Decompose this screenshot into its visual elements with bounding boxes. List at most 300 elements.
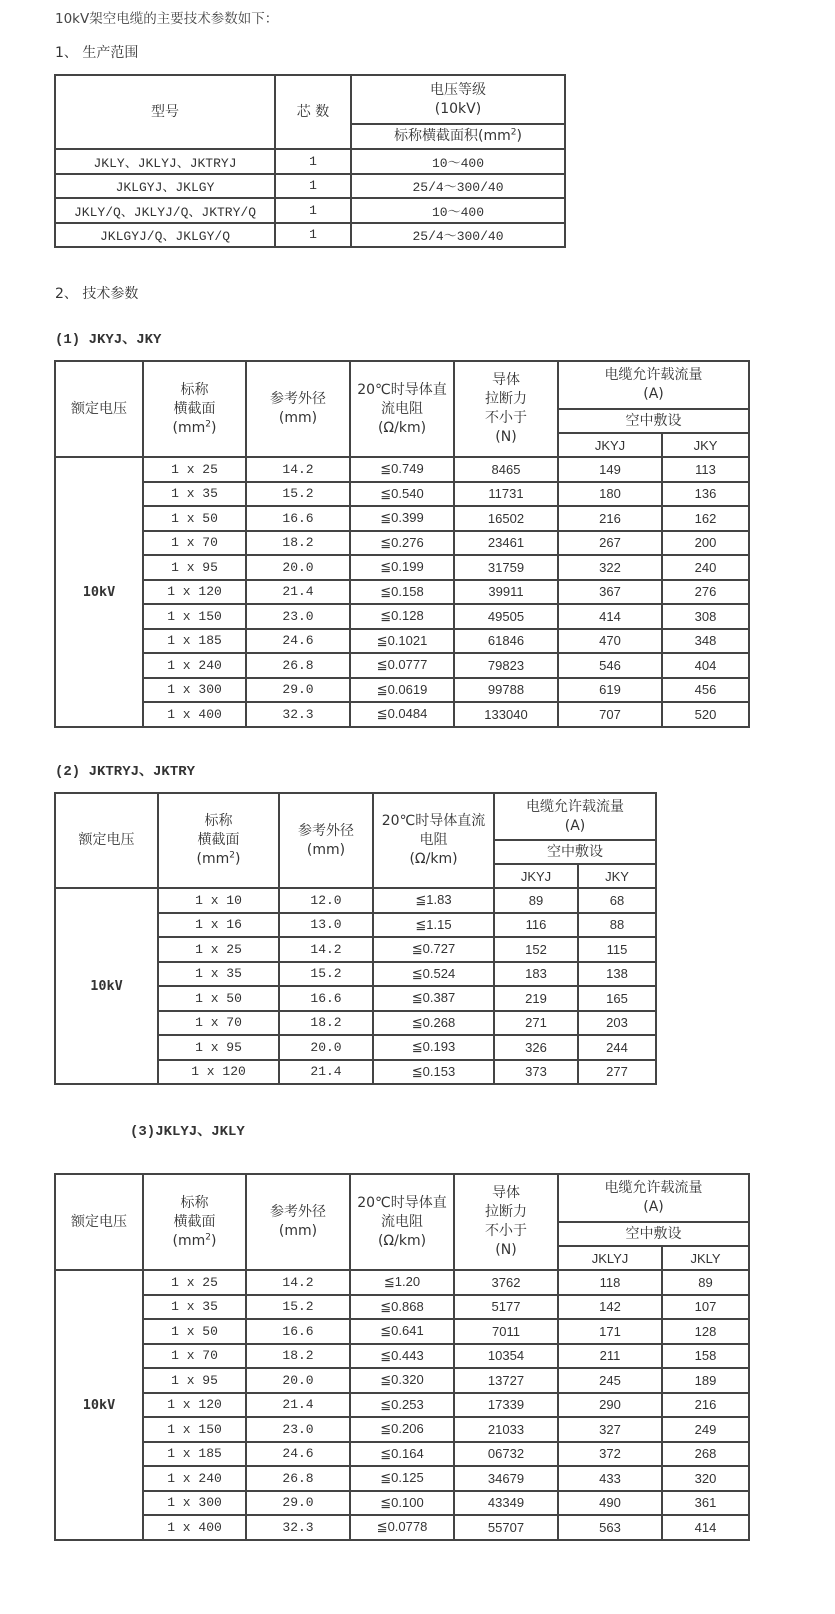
area-cell: 1 x 150	[143, 604, 246, 629]
cores-cell: 1	[275, 174, 351, 199]
rated-voltage-cell: 10kV	[55, 457, 143, 727]
tension-cell: 23461	[454, 531, 558, 556]
table-2-title: (2) JKTRYJ、JKTRY	[55, 764, 196, 780]
table-row	[55, 223, 565, 248]
model-cell: JKLGYJ/Q、JKLGY/Q	[55, 223, 275, 248]
table-row	[55, 149, 565, 174]
ampacity-b-cell: 158	[662, 1344, 749, 1369]
resistance-cell: ≦0.206	[350, 1417, 454, 1442]
header-resistance	[350, 361, 454, 457]
ten-l4: (N)	[495, 1242, 517, 1258]
area-cell: 1 x 70	[143, 1344, 246, 1369]
ampacity-a-cell: 707	[558, 702, 662, 727]
tension-cell: 43349	[454, 1491, 558, 1516]
area-cell: 1 x 25	[143, 1270, 246, 1295]
table-row	[55, 506, 749, 531]
ampacity-b-cell: 162	[662, 506, 749, 531]
header-diameter	[246, 1174, 350, 1270]
header-tension	[454, 1174, 558, 1270]
resistance-cell: ≦0.387	[373, 986, 494, 1011]
header-install: 空中敷设	[558, 1222, 749, 1246]
ampacity-a-cell: 116	[494, 913, 578, 938]
ampacity-b-cell: 414	[662, 1515, 749, 1540]
resistance-cell: ≦1.83	[373, 888, 494, 913]
voltage-grade-label: 电压等级	[430, 81, 486, 98]
resistance-cell: ≦0.268	[373, 1011, 494, 1036]
ten-l3: 不小于	[485, 410, 527, 426]
area-l2: 横截面	[197, 832, 240, 848]
area-cell: 25/4～300/40	[351, 174, 565, 199]
ampacity-a-cell: 183	[494, 962, 578, 987]
table-row	[55, 653, 749, 678]
resistance-cell: ≦0.320	[350, 1368, 454, 1393]
area-cell: 1 x 70	[158, 1011, 279, 1036]
ampacity-b-cell: 165	[578, 986, 656, 1011]
ampacity-b-cell: 244	[578, 1035, 656, 1060]
diameter-cell: 24.6	[246, 629, 350, 654]
ampacity-a-cell: 490	[558, 1491, 662, 1516]
ten-l2: 拉断力	[485, 391, 527, 407]
area-cell: 1 x 95	[143, 1368, 246, 1393]
tension-cell: 39911	[454, 580, 558, 605]
diameter-cell: 21.4	[246, 1393, 350, 1418]
table-row	[55, 1466, 749, 1491]
diameter-cell: 18.2	[246, 1344, 350, 1369]
area-cell: 1 x 50	[158, 986, 279, 1011]
area-cell: 1 x 240	[143, 653, 246, 678]
header-col-b: JKY	[662, 433, 749, 457]
ampacity-a-cell: 290	[558, 1393, 662, 1418]
table-row	[55, 457, 749, 482]
ampacity-b-cell: 138	[578, 962, 656, 987]
ampacity-b-cell: 277	[578, 1060, 656, 1085]
res-l1: 20℃时导体直流	[381, 813, 486, 829]
table-row	[55, 1319, 749, 1344]
area-cell: 1 x 120	[143, 580, 246, 605]
ampacity-b-cell: 240	[662, 555, 749, 580]
resistance-cell: ≦0.199	[350, 555, 454, 580]
table-3-title: (3)JKLYJ、JKLY	[130, 1124, 245, 1140]
diameter-cell: 20.0	[246, 1368, 350, 1393]
area-cell: 1 x 25	[158, 937, 279, 962]
resistance-cell: ≦0.0619	[350, 678, 454, 703]
ampacity-a-cell: 619	[558, 678, 662, 703]
ampacity-a-cell: 367	[558, 580, 662, 605]
ampacity-b-cell: 115	[578, 937, 656, 962]
dia-l2: (mm)	[278, 1223, 318, 1239]
table-1-title: (1) JKYJ、JKY	[55, 332, 162, 348]
ampacity-a-cell: 563	[558, 1515, 662, 1540]
area-cell: 1 x 185	[143, 1442, 246, 1467]
header-area	[158, 793, 279, 888]
area-cell: 1 x 120	[143, 1393, 246, 1418]
ampacity-b-cell: 520	[662, 702, 749, 727]
diameter-cell: 32.3	[246, 1515, 350, 1540]
ten-l2: 拉断力	[485, 1204, 527, 1220]
header-area	[143, 1174, 246, 1270]
header-col-b: JKY	[578, 864, 656, 888]
header-voltage-grade	[351, 75, 565, 124]
diameter-cell: 21.4	[279, 1060, 373, 1085]
area-l3: (mm	[172, 419, 206, 436]
header-diameter	[246, 361, 350, 457]
ampacity-a-cell: 546	[558, 653, 662, 678]
area-l2: 横截面	[173, 1213, 216, 1230]
tech-table-3	[54, 1173, 750, 1541]
ampacity-b-cell: 88	[578, 913, 656, 938]
ampacity-b-cell: 348	[662, 629, 749, 654]
diameter-cell: 26.8	[246, 1466, 350, 1491]
area-cell: 1 x 120	[158, 1060, 279, 1085]
diameter-cell: 15.2	[246, 1295, 350, 1320]
ampacity-b-cell: 107	[662, 1295, 749, 1320]
tension-cell: 17339	[454, 1393, 558, 1418]
header-col-a: JKYJ	[494, 864, 578, 888]
tension-cell: 06732	[454, 1442, 558, 1467]
res-l1: 20℃时导体直	[357, 381, 447, 398]
resistance-cell: ≦0.749	[350, 457, 454, 482]
area-l3: (mm	[196, 851, 230, 867]
header-ampacity	[558, 361, 749, 409]
resistance-cell: ≦0.868	[350, 1295, 454, 1320]
dia-l1: 参考外径	[270, 391, 326, 407]
resistance-cell: ≦0.727	[373, 937, 494, 962]
resistance-cell: ≦0.276	[350, 531, 454, 556]
table-row	[55, 1442, 749, 1467]
tension-cell: 10354	[454, 1344, 558, 1369]
model-cell: JKLY、JKLYJ、JKTRYJ	[55, 149, 275, 174]
header-resistance	[373, 793, 494, 888]
dia-l2: (mm)	[278, 410, 318, 426]
area-l2: 横截面	[173, 400, 216, 417]
header-col-a: JKYJ	[558, 433, 662, 457]
header-tension	[454, 361, 558, 457]
ampacity-a-cell: 267	[558, 531, 662, 556]
table-row	[55, 580, 749, 605]
tension-cell: 31759	[454, 555, 558, 580]
ampacity-a-cell: 327	[558, 1417, 662, 1442]
amp-l2: (A)	[643, 1199, 664, 1215]
table-row	[55, 1393, 749, 1418]
tension-cell: 49505	[454, 604, 558, 629]
ten-l1: 导体	[492, 372, 520, 388]
diameter-cell: 16.6	[246, 1319, 350, 1344]
diameter-cell: 14.2	[246, 1270, 350, 1295]
tech-table-2	[54, 792, 657, 1085]
dia-l1: 参考外径	[270, 1204, 326, 1220]
area-cell: 1 x 25	[143, 457, 246, 482]
res-l2: 电阻	[419, 832, 448, 848]
ten-l3: 不小于	[485, 1223, 527, 1239]
section-1-title: 1、 生产范围	[55, 45, 139, 61]
ampacity-b-cell: 308	[662, 604, 749, 629]
amp-l1: 电缆允许载流量	[526, 798, 624, 815]
area-label: 标称横截面积(mm	[394, 128, 511, 144]
table-row	[55, 482, 749, 507]
header-rated-voltage: 额定电压	[55, 1174, 143, 1270]
area-cell: 10～400	[351, 198, 565, 223]
table-row	[55, 1270, 749, 1295]
diameter-cell: 14.2	[246, 457, 350, 482]
resistance-cell: ≦0.540	[350, 482, 454, 507]
ampacity-b-cell: 320	[662, 1466, 749, 1491]
header-model: 型号	[55, 75, 275, 149]
cores-cell: 1	[275, 223, 351, 248]
ampacity-a-cell: 326	[494, 1035, 578, 1060]
ampacity-b-cell: 113	[662, 457, 749, 482]
diameter-cell: 13.0	[279, 913, 373, 938]
ampacity-a-cell: 216	[558, 506, 662, 531]
diameter-cell: 14.2	[279, 937, 373, 962]
diameter-cell: 18.2	[279, 1011, 373, 1036]
diameter-cell: 18.2	[246, 531, 350, 556]
area-sup: 2	[510, 127, 517, 138]
header-cores: 芯 数	[275, 75, 351, 149]
ampacity-b-cell: 276	[662, 580, 749, 605]
header-col-b: JKLY	[662, 1246, 749, 1270]
tension-cell: 13727	[454, 1368, 558, 1393]
header-diameter	[279, 793, 373, 888]
ampacity-b-cell: 203	[578, 1011, 656, 1036]
table-row	[55, 555, 749, 580]
resistance-cell: ≦0.399	[350, 506, 454, 531]
resistance-cell: ≦0.443	[350, 1344, 454, 1369]
ampacity-a-cell: 322	[558, 555, 662, 580]
resistance-cell: ≦0.253	[350, 1393, 454, 1418]
resistance-cell: ≦0.193	[373, 1035, 494, 1060]
ampacity-b-cell: 68	[578, 888, 656, 913]
area-cell: 1 x 300	[143, 678, 246, 703]
dia-l1: 参考外径	[298, 822, 354, 839]
resistance-cell: ≦0.153	[373, 1060, 494, 1085]
model-cell: JKLGYJ、JKLGY	[55, 174, 275, 199]
resistance-cell: ≦0.0777	[350, 653, 454, 678]
area-close: )	[211, 1232, 217, 1249]
production-range-table	[54, 74, 566, 248]
ten-l1: 导体	[492, 1185, 520, 1201]
tension-cell: 34679	[454, 1466, 558, 1491]
ampacity-a-cell: 372	[558, 1442, 662, 1467]
ampacity-b-cell: 216	[662, 1393, 749, 1418]
amp-l1: 电缆允许载流量	[604, 1180, 703, 1196]
header-area	[143, 361, 246, 457]
ampacity-b-cell: 404	[662, 653, 749, 678]
ampacity-a-cell: 180	[558, 482, 662, 507]
table-row	[55, 702, 749, 727]
tension-cell: 16502	[454, 506, 558, 531]
tension-cell: 11731	[454, 482, 558, 507]
area-l3: (mm	[172, 1232, 206, 1249]
area-close: )	[235, 851, 241, 867]
table-row	[55, 1515, 749, 1540]
res-l3: (Ω/km)	[409, 851, 458, 867]
ampacity-a-cell: 373	[494, 1060, 578, 1085]
rated-voltage-cell: 10kV	[55, 1270, 143, 1540]
ampacity-b-cell: 128	[662, 1319, 749, 1344]
table-row	[55, 198, 565, 223]
resistance-cell: ≦0.524	[373, 962, 494, 987]
res-l2: 流电阻	[381, 1213, 423, 1230]
table-row	[55, 1491, 749, 1516]
ampacity-a-cell: 89	[494, 888, 578, 913]
cores-cell: 1	[275, 198, 351, 223]
header-col-a: JKLYJ	[558, 1246, 662, 1270]
ampacity-a-cell: 118	[558, 1270, 662, 1295]
area-cell: 1 x 35	[143, 1295, 246, 1320]
tension-cell: 5177	[454, 1295, 558, 1320]
resistance-cell: ≦1.20	[350, 1270, 454, 1295]
area-close: )	[516, 128, 522, 144]
tension-cell: 133040	[454, 702, 558, 727]
diameter-cell: 23.0	[246, 604, 350, 629]
tension-cell: 7011	[454, 1319, 558, 1344]
area-cell: 1 x 16	[158, 913, 279, 938]
ten-l4: (N)	[495, 429, 517, 445]
model-cell: JKLY/Q、JKLYJ/Q、JKTRY/Q	[55, 198, 275, 223]
diameter-cell: 21.4	[246, 580, 350, 605]
area-cell: 1 x 50	[143, 506, 246, 531]
table-row	[55, 604, 749, 629]
rated-voltage-cell: 10kV	[55, 888, 158, 1084]
header-resistance	[350, 1174, 454, 1270]
res-l2: 流电阻	[381, 400, 423, 417]
area-cell: 1 x 300	[143, 1491, 246, 1516]
ampacity-a-cell: 211	[558, 1344, 662, 1369]
table-row	[55, 1417, 749, 1442]
resistance-cell: ≦0.164	[350, 1442, 454, 1467]
area-cell: 10～400	[351, 149, 565, 174]
area-cell: 1 x 240	[143, 1466, 246, 1491]
area-cell: 1 x 70	[143, 531, 246, 556]
ampacity-a-cell: 219	[494, 986, 578, 1011]
area-cell: 1 x 400	[143, 1515, 246, 1540]
ampacity-b-cell: 456	[662, 678, 749, 703]
ampacity-b-cell: 89	[662, 1270, 749, 1295]
tension-cell: 3762	[454, 1270, 558, 1295]
voltage-grade-value: (10kV)	[434, 100, 482, 117]
ampacity-b-cell: 200	[662, 531, 749, 556]
amp-l1: 电缆允许载流量	[604, 367, 703, 383]
res-l3: (Ω/km)	[377, 1232, 427, 1249]
diameter-cell: 29.0	[246, 1491, 350, 1516]
table-row	[55, 629, 749, 654]
diameter-cell: 15.2	[246, 482, 350, 507]
ampacity-b-cell: 268	[662, 1442, 749, 1467]
area-sup: 2	[205, 1231, 211, 1242]
ampacity-a-cell: 433	[558, 1466, 662, 1491]
diameter-cell: 20.0	[246, 555, 350, 580]
area-cell: 1 x 150	[143, 1417, 246, 1442]
ampacity-b-cell: 189	[662, 1368, 749, 1393]
table-row	[55, 1368, 749, 1393]
area-cell: 1 x 95	[158, 1035, 279, 1060]
header-install: 空中敷设	[558, 409, 749, 433]
area-cell: 1 x 185	[143, 629, 246, 654]
resistance-cell: ≦0.641	[350, 1319, 454, 1344]
ampacity-a-cell: 149	[558, 457, 662, 482]
resistance-cell: ≦0.0778	[350, 1515, 454, 1540]
diameter-cell: 23.0	[246, 1417, 350, 1442]
area-cell: 1 x 50	[143, 1319, 246, 1344]
area-l1: 标称	[204, 813, 233, 829]
cores-cell: 1	[275, 149, 351, 174]
diameter-cell: 20.0	[279, 1035, 373, 1060]
header-area	[351, 124, 565, 149]
table-row	[55, 678, 749, 703]
ampacity-a-cell: 470	[558, 629, 662, 654]
amp-l2: (A)	[643, 386, 664, 402]
ampacity-b-cell: 136	[662, 482, 749, 507]
area-close: )	[211, 419, 217, 436]
tension-cell: 99788	[454, 678, 558, 703]
header-install: 空中敷设	[494, 840, 656, 864]
diameter-cell: 15.2	[279, 962, 373, 987]
table-row	[55, 1344, 749, 1369]
area-cell: 1 x 95	[143, 555, 246, 580]
area-cell: 1 x 35	[143, 482, 246, 507]
area-l1: 标称	[180, 1194, 209, 1211]
res-l3: (Ω/km)	[377, 419, 427, 436]
ampacity-a-cell: 152	[494, 937, 578, 962]
diameter-cell: 16.6	[246, 506, 350, 531]
ampacity-a-cell: 271	[494, 1011, 578, 1036]
tension-cell: 61846	[454, 629, 558, 654]
area-cell: 25/4～300/40	[351, 223, 565, 248]
diameter-cell: 32.3	[246, 702, 350, 727]
tension-cell: 79823	[454, 653, 558, 678]
ampacity-a-cell: 142	[558, 1295, 662, 1320]
section-2-title: 2、 技术参数	[55, 286, 139, 302]
header-rated-voltage: 额定电压	[55, 361, 143, 457]
resistance-cell: ≦0.128	[350, 604, 454, 629]
area-cell: 1 x 10	[158, 888, 279, 913]
tension-cell: 55707	[454, 1515, 558, 1540]
table-row	[55, 888, 656, 913]
intro-text: 10kV架空电缆的主要技术参数如下：	[55, 11, 279, 27]
ampacity-b-cell: 361	[662, 1491, 749, 1516]
amp-l2: (A)	[564, 817, 586, 834]
diameter-cell: 26.8	[246, 653, 350, 678]
resistance-cell: ≦0.1021	[350, 629, 454, 654]
area-sup: 2	[229, 850, 235, 861]
header-ampacity	[558, 1174, 749, 1222]
dia-l2: (mm)	[306, 841, 346, 858]
diameter-cell: 24.6	[246, 1442, 350, 1467]
table-row	[55, 174, 565, 199]
ampacity-a-cell: 245	[558, 1368, 662, 1393]
table-row	[55, 1295, 749, 1320]
table-row	[55, 531, 749, 556]
area-sup: 2	[205, 418, 211, 429]
area-cell: 1 x 35	[158, 962, 279, 987]
resistance-cell: ≦0.125	[350, 1466, 454, 1491]
header-ampacity	[494, 793, 656, 840]
area-l1: 标称	[180, 381, 209, 398]
resistance-cell: ≦0.158	[350, 580, 454, 605]
ampacity-a-cell: 414	[558, 604, 662, 629]
ampacity-a-cell: 171	[558, 1319, 662, 1344]
diameter-cell: 16.6	[279, 986, 373, 1011]
diameter-cell: 29.0	[246, 678, 350, 703]
tension-cell: 8465	[454, 457, 558, 482]
ampacity-b-cell: 249	[662, 1417, 749, 1442]
area-cell: 1 x 400	[143, 702, 246, 727]
resistance-cell: ≦0.0484	[350, 702, 454, 727]
tech-table-1	[54, 360, 750, 728]
res-l1: 20℃时导体直	[357, 1194, 447, 1211]
diameter-cell: 12.0	[279, 888, 373, 913]
tension-cell: 21033	[454, 1417, 558, 1442]
